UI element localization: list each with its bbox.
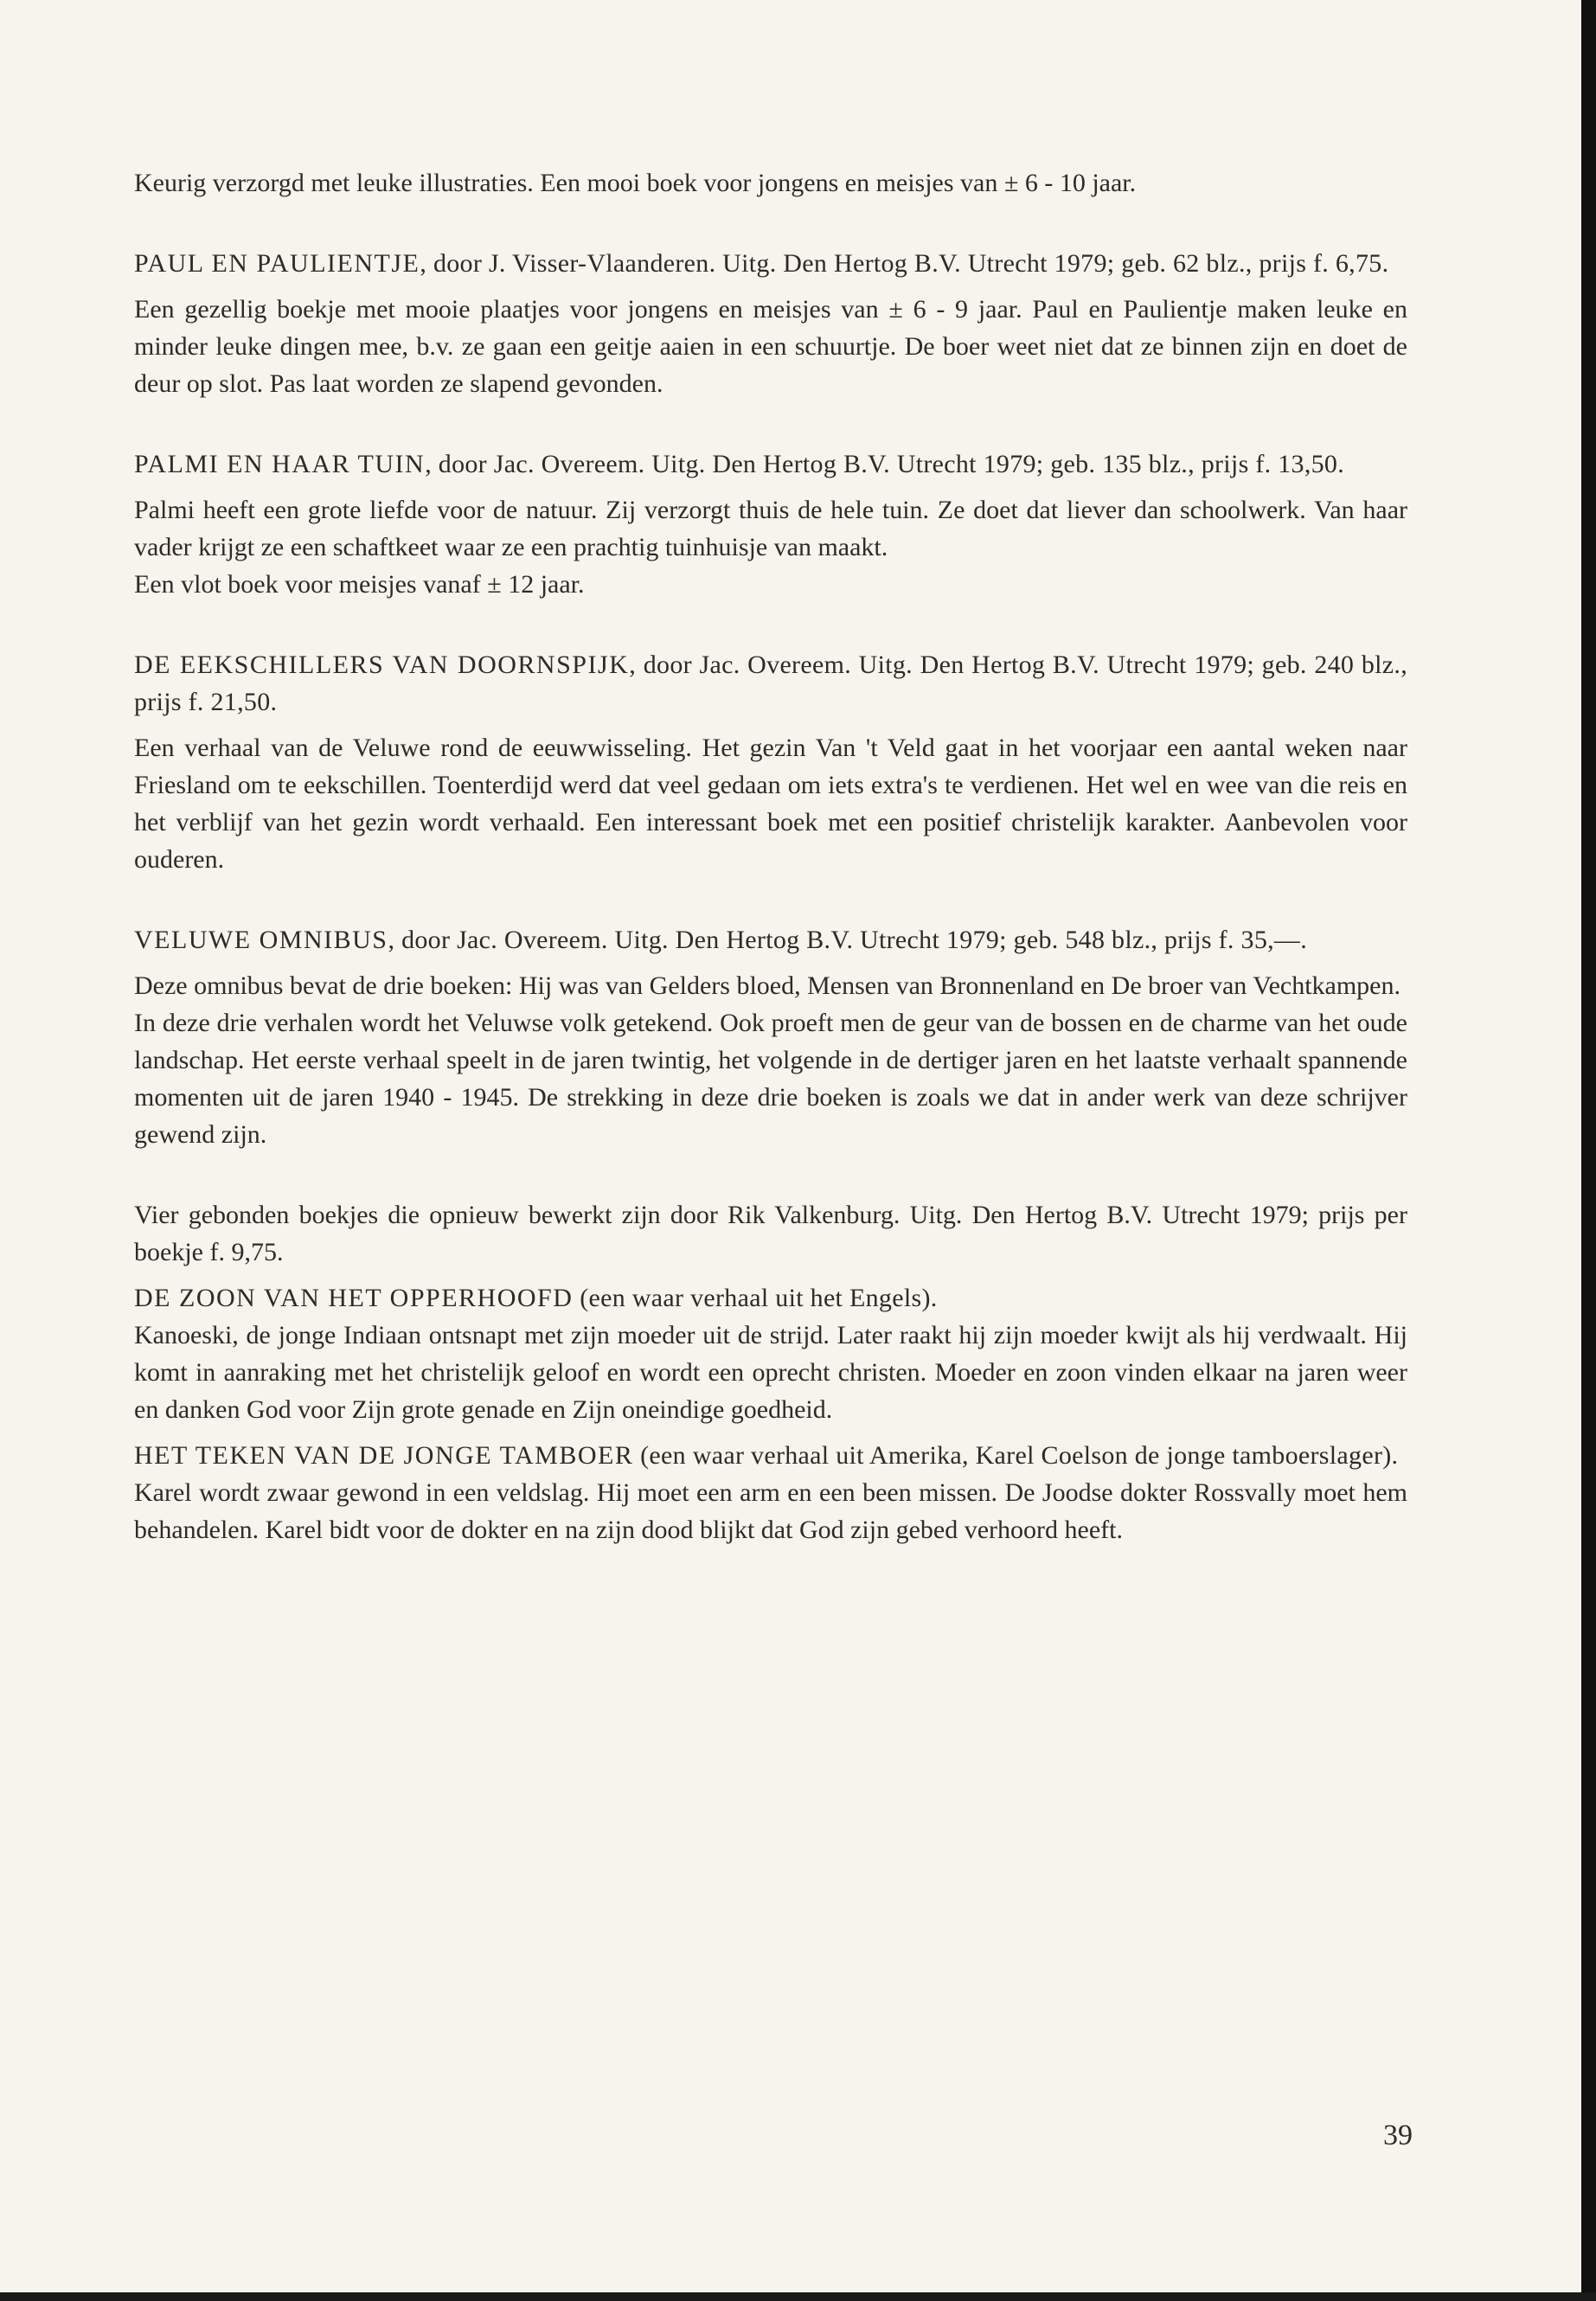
book-details: , door Jac. Overeem. Uitg. Den Hertog B.V. Utrecht 1979; geb. 240 blz., prijs f. 21,50.	[134, 651, 1407, 716]
book-note: In deze drie verhalen wordt het Veluwse volk getekend. Ook proeft men de geur van de bossen en de charme van het oude landschap. Het eerste verhaal speelt in de jaren twintig, het volgende in de dertiger jaren en het laatste verhaalt spannende momenten uit de jaren 1940 - 1945. De strekking in deze drie boeken is zoals we dat in ander werk van deze schrijver gewend zijn.	[134, 1009, 1407, 1149]
book-note: Een vlot boek voor meisjes vanaf ± 12 jaar.	[134, 570, 585, 599]
series-book-title: DE ZOON VAN HET OPPERHOOFD	[134, 1284, 574, 1312]
series-book-description: Kanoeski, de jonge Indiaan ontsnapt met zijn moeder uit de strijd. Later raakt hij zijn moeder kwijt als hij verdwaalt. Hij komt in aanraking met het christelijk geloof en wordt een oprecht christen. Moeder en zoon vinden elkaar na jaren weer en danken God voor Zijn grote genade en Zijn oneindige goedheid.	[134, 1321, 1407, 1424]
series-book-header	[134, 1279, 1407, 1317]
series-book-description: Karel wordt zwaar gewond in een veldslag. Hij moet een arm en een been missen. De Joodse dokter Rossvally moet hem behandelen. Karel bidt voor de dokter en na zijn dood blijkt dat God zijn gebed verhoord heeft.	[134, 1478, 1407, 1544]
intro-paragraph: Keurig verzorgd met leuke illustraties. Een mooi boek voor jongens en meisjes van ± 6 - 10 jaar.	[134, 169, 1137, 197]
series-book-title: HET TEKEN VAN DE JONGE TAMBOER	[134, 1441, 634, 1470]
book-title: PALMI EN HAAR TUIN	[134, 450, 426, 478]
book-entry-palmi-en-haar-tuin	[134, 445, 1407, 603]
book-details: , door Jac. Overeem. Uitg. Den Hertog B.V. Utrecht 1979; geb. 135 blz., prijs f. 13,50.	[425, 450, 1345, 478]
book-header	[134, 445, 1407, 483]
book-header	[134, 245, 1407, 282]
scan-edge-right	[1581, 0, 1596, 2301]
book-header	[134, 646, 1407, 721]
book-title: DE EEKSCHILLERS VAN DOORNSPIJK	[134, 651, 630, 679]
book-description: Palmi heeft een grote liefde voor de natuur. Zij verzorgt thuis de hele tuin. Ze doet dat liever dan schoolwerk. Van haar vader krijgt ze een schaftkeet waar ze een prachtig tuinhuisje van maakt.	[134, 496, 1407, 561]
page-number: 39	[1383, 2119, 1413, 2151]
book-entry-de-eekschillers	[134, 646, 1407, 878]
series-book-details: (een waar verhaal uit het Engels).	[573, 1284, 938, 1312]
book-title: VELUWE OMNIBUS	[134, 926, 388, 954]
book-description: Een gezellig boekje met mooie plaatjes voor jongens en meisjes van ± 6 - 9 jaar. Paul en Paulientje maken leuke en minder leuke dingen mee, b.v. ze gaan een geitje aaien in een schuurtje. De boer weet niet dat ze binnen zijn en doet de deur op slot. Pas laat worden ze slapend gevonden.	[134, 295, 1407, 398]
series-entry	[134, 1196, 1407, 1548]
book-description: Een verhaal van de Veluwe rond de eeuwwisseling. Het gezin Van 't Veld gaat in het voorjaar een aantal weken naar Friesland om te eekschillen. Toenterdijd werd dat veel gedaan om iets extra's te verdienen. Het wel en wee van die reis en het verblijf van het gezin wordt verhaald. Een interessant boek met een positief christelijk karakter. Aanbevolen voor ouderen.	[134, 734, 1407, 874]
page-content	[134, 164, 1407, 1548]
series-book-header	[134, 1437, 1407, 1474]
scan-edge-bottom	[0, 2292, 1596, 2301]
book-details: , door J. Visser-Vlaanderen. Uitg. Den Hertog B.V. Utrecht 1979; geb. 62 blz., prijs f. 6,75.	[420, 249, 1389, 278]
book-details: , door Jac. Overeem. Uitg. Den Hertog B.V. Utrecht 1979; geb. 548 blz., prijs f. 35,—.	[388, 926, 1308, 954]
book-description: Deze omnibus bevat de drie boeken: Hij was van Gelders bloed, Mensen van Bronnenland en De broer van Vechtkampen.	[134, 971, 1401, 1000]
book-entry-paul-en-paulientje	[134, 245, 1407, 402]
book-entry-veluwe-omnibus	[134, 921, 1407, 1153]
series-intro: Vier gebonden boekjes die opnieuw bewerkt zijn door Rik Valkenburg. Uitg. Den Hertog B.V. Utrecht 1979; prijs per boekje f. 9,75.	[134, 1201, 1407, 1266]
book-header	[134, 921, 1407, 958]
series-book-details: (een waar verhaal uit Amerika, Karel Coelson de jonge tamboerslager).	[633, 1441, 1399, 1470]
book-title: PAUL EN PAULIENTJE	[134, 249, 420, 278]
